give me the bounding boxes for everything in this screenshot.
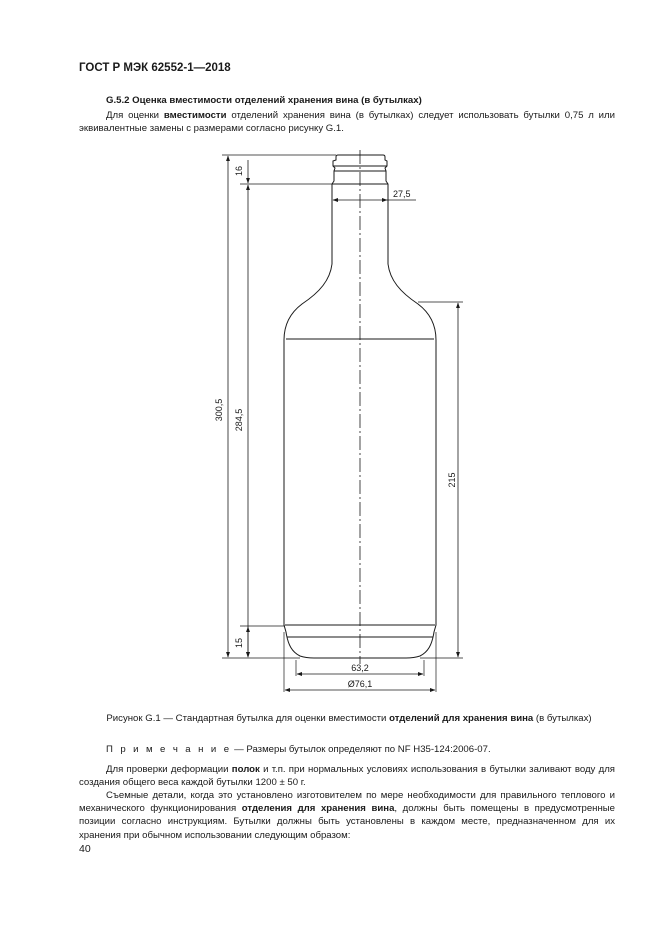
dim-27-5: 27,5 bbox=[393, 189, 411, 199]
dim-76-1: Ø76,1 bbox=[347, 679, 373, 689]
bottle-outline bbox=[284, 155, 436, 658]
section-title: G.5.2 Оценка вместимости отделений хранения вина (в бутылках) bbox=[106, 95, 422, 106]
dim-300-5: 300,5 bbox=[214, 398, 224, 422]
dim-15: 15 bbox=[234, 637, 244, 649]
paragraph-deformation: Для проверки деформации полок и т.п. при нормальных условиях использования в бутылки заливают воду для создания общего веса каждой бутылки 1200 ± 50 г. bbox=[79, 764, 615, 789]
paragraph-removable-parts: Съемные детали, когда это установлено изготовителем по мере необходимости для правильного теплового и механического функционирования отделения для хранения вина, должны быть помещены в предусмотренные позиции согласно инструкциям. Бутылки должны быть установлены в каждом месте, предназначенном для их хранения при обычном использовании следующим образом: bbox=[79, 790, 615, 841]
note bbox=[106, 744, 491, 755]
figure-caption: Рисунок G.1 — Стандартная бутылка для оценки вместимости отделений для хранения вина (в бутылках) bbox=[106, 713, 592, 724]
dim-16: 16 bbox=[234, 165, 244, 177]
document-header: ГОСТ Р МЭК 62552-1—2018 bbox=[79, 62, 231, 74]
note-label: П р и м е ч а н и е bbox=[106, 744, 232, 755]
note-text: — Размеры бутылок определяют по NF H35-124:2006-07. bbox=[231, 744, 491, 755]
bold-term: вместимости bbox=[163, 110, 227, 121]
dim-284-5: 284,5 bbox=[234, 408, 244, 432]
extension-lines bbox=[222, 155, 463, 692]
dimension-lines bbox=[228, 156, 458, 690]
dim-63-2: 63,2 bbox=[351, 663, 369, 673]
paragraph-intro: Для оценки вместимости отделений хранения вина (в бутылках) следует использовать бутылки 0,75 л или эквивалентные замены с размерами согласно рисунку G.1. bbox=[79, 110, 615, 135]
dim-215: 215 bbox=[447, 472, 457, 488]
page-number: 40 bbox=[79, 843, 91, 855]
